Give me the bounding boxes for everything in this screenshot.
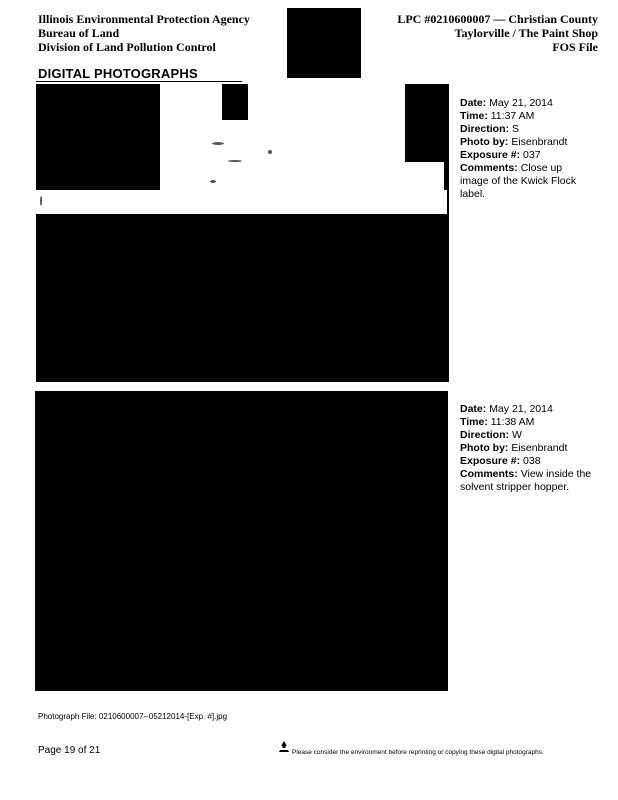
photo-1-speck	[210, 180, 216, 183]
time-label: Time:	[460, 110, 488, 122]
photo-by-label: Photo by:	[460, 442, 509, 454]
photo-1-speck	[228, 160, 242, 162]
photo-1-time: 11:37 AM	[490, 110, 535, 122]
photo-1-exposure: 037	[523, 149, 541, 161]
direction-label: Direction:	[460, 429, 510, 441]
photo-1-speck	[40, 196, 42, 206]
exposure-label: Exposure #:	[460, 149, 521, 161]
photo-1-caption	[460, 97, 610, 201]
photo-1-label-strip	[36, 190, 447, 214]
site-name: Taylorville / The Paint Shop	[454, 26, 598, 40]
division-name: Division of Land Pollution Control	[38, 40, 216, 54]
section-title: DIGITAL PHOTOGRAPHS	[38, 66, 198, 81]
environment-note: Please consider the environment before reprinting or copying these digital photographs.	[292, 749, 544, 756]
agency-header	[38, 12, 250, 54]
date-label: Date:	[460, 403, 487, 415]
photo-1	[36, 84, 449, 382]
comments-label: Comments:	[460, 468, 518, 480]
photo-2-photographer: Eisenbrandt	[511, 442, 568, 454]
lpc-number: LPC #0210600007 — Christian County	[397, 12, 598, 26]
photo-file-name: Photograph File: 0210600007--05212014-[Exp. #].jpg	[38, 712, 228, 721]
header-redaction	[287, 8, 361, 78]
comments-label: Comments:	[460, 162, 518, 174]
photo-1-dark-tab	[222, 84, 248, 120]
page-number: Page 19 of 21	[38, 745, 101, 756]
agency-name: Illinois Environmental Protection Agency	[38, 12, 250, 26]
direction-label: Direction:	[460, 123, 510, 135]
time-label: Time:	[460, 416, 488, 428]
recycle-icon	[277, 740, 291, 754]
photo-1-speck	[212, 142, 224, 145]
section-rule	[36, 81, 242, 82]
photo-1-photographer: Eisenbrandt	[511, 136, 568, 148]
photo-1-speck	[268, 150, 272, 154]
photo-by-label: Photo by:	[460, 136, 509, 148]
photo-2-exposure: 038	[523, 455, 541, 467]
photo-2-comments: View inside the solvent stripper hopper.	[460, 468, 592, 493]
photo-2-time: 11:38 AM	[490, 416, 535, 428]
exposure-label: Exposure #:	[460, 455, 521, 467]
file-type: FOS File	[552, 40, 598, 54]
photo-2-date: May 21, 2014	[489, 403, 553, 415]
site-header	[397, 12, 598, 54]
photo-1-date: May 21, 2014	[489, 97, 553, 109]
photo-2	[35, 391, 448, 691]
photo-2-caption	[460, 403, 610, 494]
photo-1-right-redaction	[405, 84, 449, 162]
bureau-name: Bureau of Land	[38, 26, 120, 40]
date-label: Date:	[460, 97, 487, 109]
photo-1-comments: Close up image of the Kwick Flock label.	[460, 162, 577, 200]
photo-2-direction: W	[511, 429, 522, 441]
photo-1-direction: S	[511, 123, 519, 135]
